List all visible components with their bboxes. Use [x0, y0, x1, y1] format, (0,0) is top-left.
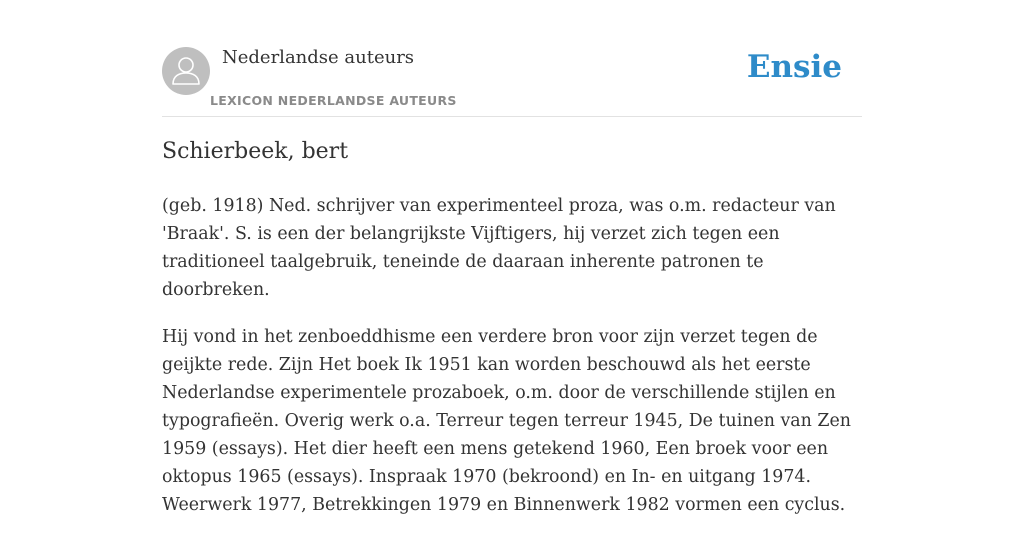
author-name-link[interactable]: Nederlandse auteurs — [222, 47, 415, 68]
source-label[interactable]: LEXICON NEDERLANDSE AUTEURS — [210, 93, 457, 108]
article-paragraph: Hij vond in het zenboeddhisme een verdere bron voor zijn verzet tegen de geijkte rede. Zijn Het boek Ik 1951 kan worden beschouwd als het eerste Nederlandse experimentele prozaboek, o.m. door de verschillende stijlen en typografieën. Overig werk o.a. Terreur tegen terreur 1945, De tuinen van Zen 1959 (essays). Het dier heeft een mens getekend 1960, Een broek voor een oktopus 1965 (essays). Inspraak 1970 (bekroond) en In- en uitgang 1974. Weerwerk 1977, Betrekkingen 1979 en Binnenwerk 1982 vormen een cyclus. — [162, 327, 851, 515]
article-paragraph: (geb. 1918) Ned. schrijver van experimenteel proza, was o.m. redacteur van 'Braak'. S. is een der belangrijkste Vijftigers, hij verzet zich tegen een traditioneel taalgebruik, teneinde de daaraan inherente patronen te doorbreken. — [162, 196, 836, 300]
ensie-logo[interactable]: Ensie — [746, 49, 842, 85]
user-icon — [162, 47, 210, 95]
article-title: Schierbeek, bert — [162, 139, 349, 164]
page-header — [162, 44, 862, 117]
author-avatar[interactable] — [162, 47, 210, 95]
article-body — [162, 192, 872, 538]
